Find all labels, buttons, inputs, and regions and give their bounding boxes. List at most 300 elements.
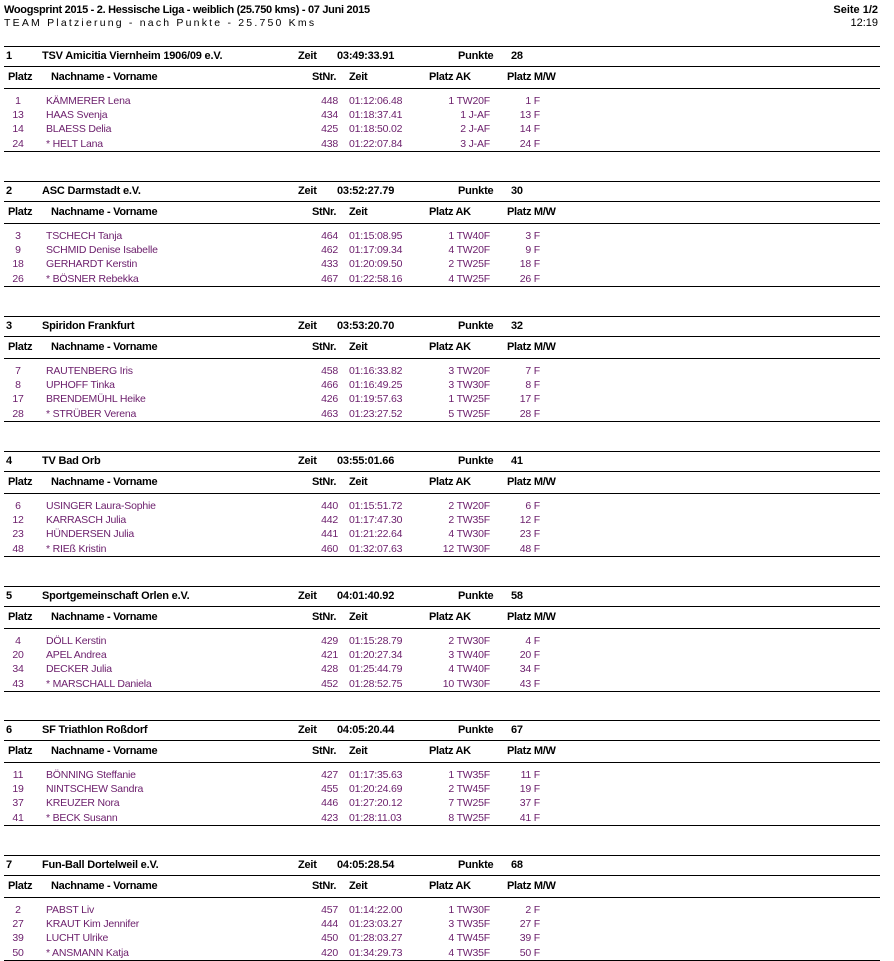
- runner-name: USINGER Laura-Sophie: [46, 500, 156, 512]
- runner-bib: 441: [321, 528, 338, 541]
- team-points-label: Punkte: [458, 724, 494, 736]
- team-rank: 2: [6, 185, 12, 197]
- col-header-name: Nachname - Vorname: [51, 341, 158, 353]
- table-row: [4, 782, 880, 796]
- col-header-platz-ak: Platz AK: [429, 476, 471, 488]
- col-header-platz-ak: Platz AK: [429, 880, 471, 892]
- team-points-label: Punkte: [458, 50, 494, 62]
- team-header: [4, 316, 880, 337]
- runner-time: 01:18:37.41: [349, 109, 403, 122]
- runner-place: 48: [12, 542, 24, 555]
- runner-place-mw: 4 F: [525, 635, 540, 647]
- runner-place: 28: [12, 407, 24, 420]
- runner-name: KARRASCH Julia: [46, 514, 127, 527]
- runner-place-ak: 2 TW45F: [448, 783, 490, 796]
- table-row: [4, 811, 880, 826]
- runner-time: 01:28:03.27: [349, 932, 403, 945]
- team-points-label: Punkte: [458, 185, 494, 197]
- runner-place-mw: 7 F: [525, 365, 540, 377]
- runner-place-mw: 11 F: [520, 769, 540, 781]
- table-row: [4, 796, 880, 810]
- team-time-label: Zeit: [298, 724, 317, 736]
- col-header-platz-mw: Platz M/W: [507, 880, 556, 892]
- runner-time: 01:22:07.84: [349, 137, 403, 150]
- page-number: Seite 1/2: [833, 4, 878, 16]
- runner-bib: 428: [321, 663, 338, 676]
- team-time: 04:05:28.54: [337, 859, 395, 871]
- runner-place-mw: 20 F: [519, 649, 540, 662]
- col-header-platz: Platz: [8, 206, 33, 218]
- col-header-stnr: StNr.: [312, 880, 337, 892]
- runner-place-mw: 27 F: [519, 918, 540, 931]
- runner-time: 01:17:47.30: [349, 514, 403, 527]
- team-points: 32: [511, 320, 523, 332]
- runner-place-ak: 3 TW30F: [448, 379, 490, 392]
- runner-name: * BÖSNER Rebekka: [46, 272, 139, 285]
- team-block: [4, 181, 880, 287]
- runner-place: 12: [12, 514, 24, 527]
- col-header-platz: Platz: [8, 611, 33, 623]
- runner-place-ak: 2 TW35F: [448, 514, 490, 527]
- col-header-platz-mw: Platz M/W: [507, 206, 556, 218]
- col-header-zeit: Zeit: [349, 611, 368, 623]
- col-header-stnr: StNr.: [312, 745, 337, 757]
- runner-bib: 446: [321, 797, 338, 810]
- runner-place-mw: 26 F: [519, 272, 540, 285]
- runner-list: [4, 359, 880, 422]
- column-header-row: [4, 607, 880, 629]
- runner-place-ak: 4 TW30F: [448, 528, 490, 541]
- col-header-platz-mw: Platz M/W: [507, 341, 556, 353]
- team-block: [4, 451, 880, 557]
- table-row: [4, 407, 880, 422]
- runner-name: * RIEß Kristin: [46, 542, 107, 555]
- runner-bib: 438: [321, 137, 338, 150]
- col-header-platz: Platz: [8, 476, 33, 488]
- table-row: [4, 378, 880, 392]
- runner-bib: 455: [321, 783, 338, 796]
- team-points: 58: [511, 590, 523, 602]
- runner-time: 01:16:33.82: [349, 365, 403, 377]
- table-row: [4, 903, 880, 917]
- team-time: 03:49:33.91: [337, 50, 395, 62]
- runner-bib: 467: [321, 272, 338, 285]
- runner-place-mw: 34 F: [519, 663, 540, 676]
- table-row: [4, 662, 880, 676]
- col-header-zeit: Zeit: [349, 71, 368, 83]
- team-name: TSV Amicitia Viernheim 1906/09 e.V.: [42, 50, 223, 62]
- runner-list: [4, 763, 880, 826]
- table-row: [4, 257, 880, 271]
- col-header-platz: Platz: [8, 71, 33, 83]
- team-rank: 6: [6, 724, 12, 736]
- runner-place-mw: 12 F: [519, 514, 540, 527]
- runner-bib: 463: [321, 407, 338, 420]
- runner-place-ak: 1 TW40F: [448, 230, 490, 242]
- runner-bib: 426: [321, 393, 338, 406]
- runner-name: PABST Liv: [46, 904, 94, 916]
- team-time: 04:05:20.44: [337, 724, 395, 736]
- runner-place: 4: [15, 635, 21, 647]
- runner-list: [4, 898, 880, 961]
- table-row: [4, 272, 880, 287]
- runner-time: 01:12:06.48: [349, 95, 403, 107]
- runner-time: 01:14:22.00: [349, 904, 403, 916]
- team-time-label: Zeit: [298, 320, 317, 332]
- runner-place: 24: [12, 137, 24, 150]
- runner-place: 18: [12, 258, 24, 271]
- runner-place-ak: 2 J-AF: [460, 123, 490, 136]
- team-time-label: Zeit: [298, 185, 317, 197]
- runner-name: HAAS Svenja: [46, 109, 108, 122]
- team-name: Sportgemeinschaft Orlen e.V.: [42, 590, 190, 602]
- runner-bib: 421: [321, 649, 338, 662]
- runner-place: 37: [12, 797, 24, 810]
- col-header-zeit: Zeit: [349, 880, 368, 892]
- runner-bib: 460: [321, 542, 338, 555]
- runner-place-ak: 4 TW20F: [448, 244, 490, 257]
- runner-place-ak: 3 TW35F: [448, 918, 490, 931]
- runner-place-mw: 6 F: [525, 500, 540, 512]
- team-time: 03:52:27.79: [337, 185, 395, 197]
- runner-place-ak: 4 TW25F: [448, 272, 490, 285]
- runner-time: 01:22:58.16: [349, 272, 403, 285]
- runner-time: 01:20:24.69: [349, 783, 403, 796]
- team-time: 03:55:01.66: [337, 455, 395, 467]
- runner-name: NINTSCHEW Sandra: [46, 783, 144, 796]
- runner-place-ak: 2 TW30F: [448, 635, 490, 647]
- runner-place: 13: [12, 109, 24, 122]
- runner-time: 01:27:20.12: [349, 797, 403, 810]
- runner-list: [4, 494, 880, 557]
- table-row: [4, 122, 880, 136]
- runner-place-mw: 19 F: [519, 783, 540, 796]
- runner-place-ak: 5 TW25F: [448, 407, 490, 420]
- team-time-label: Zeit: [298, 590, 317, 602]
- team-rank: 7: [6, 859, 12, 871]
- runner-time: 01:25:44.79: [349, 663, 403, 676]
- table-row: [4, 768, 880, 782]
- team-header: [4, 586, 880, 607]
- runner-time: 01:32:07.63: [349, 542, 403, 555]
- runner-place-mw: 50 F: [519, 946, 540, 959]
- runner-place: 17: [12, 393, 24, 406]
- team-name: Fun-Ball Dortelweil e.V.: [42, 859, 159, 871]
- team-points: 68: [511, 859, 523, 871]
- runner-place-mw: 28 F: [519, 407, 540, 420]
- runner-place: 34: [12, 663, 24, 676]
- team-time-label: Zeit: [298, 455, 317, 467]
- runner-place: 2: [15, 904, 21, 916]
- team-name: SF Triathlon Roßdorf: [42, 724, 148, 736]
- col-header-platz-ak: Platz AK: [429, 206, 471, 218]
- runner-name: * MARSCHALL Daniela: [46, 677, 152, 690]
- runner-place-mw: 24 F: [519, 137, 540, 150]
- col-header-stnr: StNr.: [312, 476, 337, 488]
- col-header-platz-ak: Platz AK: [429, 71, 471, 83]
- runner-place-ak: 3 TW40F: [448, 649, 490, 662]
- print-time: 12:19: [850, 17, 878, 29]
- runner-place: 14: [12, 123, 24, 136]
- runner-place-ak: 1 TW25F: [448, 393, 490, 406]
- runner-time: 01:17:35.63: [349, 769, 403, 781]
- team-name: Spiridon Frankfurt: [42, 320, 135, 332]
- runner-place: 23: [12, 528, 24, 541]
- runner-name: HÜNDERSEN Julia: [46, 528, 135, 541]
- runner-list: [4, 224, 880, 287]
- team-time: 03:53:20.70: [337, 320, 395, 332]
- team-header: [4, 720, 880, 741]
- runner-time: 01:19:57.63: [349, 393, 403, 406]
- table-row: [4, 392, 880, 406]
- runner-time: 01:17:09.34: [349, 244, 403, 257]
- runner-place-ak: 1 TW30F: [448, 904, 490, 916]
- runner-place-mw: 37 F: [519, 797, 540, 810]
- runner-place: 26: [12, 272, 24, 285]
- team-points-label: Punkte: [458, 320, 494, 332]
- col-header-stnr: StNr.: [312, 71, 337, 83]
- col-header-name: Nachname - Vorname: [51, 745, 158, 757]
- table-row: [4, 527, 880, 541]
- table-row: [4, 243, 880, 257]
- runner-place: 41: [12, 811, 24, 824]
- col-header-stnr: StNr.: [312, 611, 337, 623]
- runner-name: * HELT Lana: [46, 137, 103, 150]
- runner-name: BÖNNING Steffanie: [46, 769, 136, 781]
- team-header: [4, 451, 880, 472]
- col-header-platz-ak: Platz AK: [429, 745, 471, 757]
- runner-place: 3: [15, 230, 21, 242]
- team-rank: 5: [6, 590, 12, 602]
- col-header-name: Nachname - Vorname: [51, 476, 158, 488]
- event-title: Woogsprint 2015 - 2. Hessische Liga - weiblich (25.750 kms) - 07 Juni 2015: [4, 4, 370, 16]
- runner-name: * STRÜBER Verena: [46, 407, 137, 420]
- col-header-platz-mw: Platz M/W: [507, 71, 556, 83]
- runner-place-mw: 23 F: [519, 528, 540, 541]
- team-time: 04:01:40.92: [337, 590, 395, 602]
- runner-place-ak: 8 TW25F: [448, 811, 490, 824]
- runner-time: 01:16:49.25: [349, 379, 403, 392]
- runner-place: 1: [15, 95, 21, 107]
- col-header-platz: Platz: [8, 880, 33, 892]
- runner-name: APEL Andrea: [46, 649, 107, 662]
- col-header-platz: Platz: [8, 745, 33, 757]
- runner-place: 27: [12, 918, 24, 931]
- runner-time: 01:15:51.72: [349, 500, 403, 512]
- team-header: [4, 855, 880, 876]
- runner-place-mw: 43 F: [519, 677, 540, 690]
- team-block: [4, 720, 880, 826]
- runner-bib: 434: [321, 109, 338, 122]
- runner-bib: 457: [321, 904, 338, 916]
- runner-place: 6: [15, 500, 21, 512]
- runner-place-ak: 12 TW30F: [442, 542, 490, 555]
- column-header-row: [4, 337, 880, 359]
- col-header-name: Nachname - Vorname: [51, 611, 158, 623]
- runner-place: 43: [12, 677, 24, 690]
- runner-name: LUCHT Ulrike: [46, 932, 109, 945]
- runner-name: BLAESS Delia: [46, 123, 112, 136]
- runner-place: 19: [12, 783, 24, 796]
- col-header-zeit: Zeit: [349, 341, 368, 353]
- team-block: [4, 586, 880, 692]
- runner-name: * ANSMANN Katja: [46, 946, 129, 959]
- team-points-label: Punkte: [458, 859, 494, 871]
- team-points: 30: [511, 185, 523, 197]
- table-row: [4, 917, 880, 931]
- table-row: [4, 137, 880, 152]
- runner-bib: 442: [321, 514, 338, 527]
- page-info: [833, 4, 878, 30]
- col-header-stnr: StNr.: [312, 341, 337, 353]
- table-row: [4, 513, 880, 527]
- runner-time: 01:18:50.02: [349, 123, 403, 136]
- team-name: ASC Darmstadt e.V.: [42, 185, 141, 197]
- runner-name: TSCHECH Tanja: [46, 230, 122, 242]
- col-header-stnr: StNr.: [312, 206, 337, 218]
- runner-place-ak: 1 TW35F: [448, 769, 490, 781]
- runner-bib: 444: [321, 918, 338, 931]
- runner-list: [4, 89, 880, 152]
- table-row: [4, 931, 880, 945]
- table-row: [4, 648, 880, 662]
- runner-place-ak: 10 TW30F: [442, 677, 490, 690]
- runner-place-mw: 1 F: [525, 95, 540, 107]
- col-header-name: Nachname - Vorname: [51, 206, 158, 218]
- runner-bib: 452: [321, 677, 338, 690]
- runner-place-ak: 4 TW40F: [448, 663, 490, 676]
- runner-place-mw: 8 F: [525, 379, 540, 392]
- runner-place: 39: [12, 932, 24, 945]
- runner-name: KREUZER Nora: [46, 797, 120, 810]
- col-header-zeit: Zeit: [349, 476, 368, 488]
- runner-place-ak: 4 TW45F: [448, 932, 490, 945]
- table-row: [4, 364, 880, 378]
- runner-list: [4, 629, 880, 692]
- col-header-name: Nachname - Vorname: [51, 71, 158, 83]
- runner-place-mw: 14 F: [519, 123, 540, 136]
- col-header-platz: Platz: [8, 341, 33, 353]
- table-row: [4, 677, 880, 692]
- col-header-platz-mw: Platz M/W: [507, 745, 556, 757]
- table-row: [4, 542, 880, 557]
- team-points-label: Punkte: [458, 455, 494, 467]
- runner-place-mw: 2 F: [525, 904, 540, 916]
- team-points: 67: [511, 724, 523, 736]
- runner-place-mw: 41 F: [519, 811, 540, 824]
- col-header-platz-mw: Platz M/W: [507, 476, 556, 488]
- runner-time: 01:34:29.73: [349, 946, 403, 959]
- runner-bib: 466: [321, 379, 338, 392]
- runner-name: KRAUT Kim Jennifer: [46, 918, 140, 931]
- runner-time: 01:21:22.64: [349, 528, 403, 541]
- table-row: [4, 946, 880, 961]
- runner-bib: 464: [321, 230, 338, 242]
- runner-name: GERHARDT Kerstin: [46, 258, 138, 271]
- runner-place: 8: [15, 379, 21, 392]
- team-points: 41: [511, 455, 523, 467]
- team-rank: 4: [6, 455, 12, 467]
- table-row: [4, 229, 880, 243]
- runner-place-mw: 3 F: [525, 230, 540, 242]
- runner-place-ak: 2 TW20F: [448, 500, 490, 512]
- runner-name: UPHOFF Tinka: [46, 379, 115, 392]
- column-header-row: [4, 202, 880, 224]
- runner-place-mw: 48 F: [519, 542, 540, 555]
- team-time-label: Zeit: [298, 859, 317, 871]
- runner-bib: 423: [321, 811, 338, 824]
- runner-time: 01:20:27.34: [349, 649, 403, 662]
- team-rank: 3: [6, 320, 12, 332]
- runner-bib: 440: [321, 500, 338, 512]
- runner-place-ak: 1 J-AF: [460, 109, 490, 122]
- team-header: [4, 46, 880, 67]
- col-header-platz-ak: Platz AK: [429, 611, 471, 623]
- runner-place-mw: 39 F: [519, 932, 540, 945]
- runner-place-mw: 9 F: [525, 244, 540, 257]
- team-points: 28: [511, 50, 523, 62]
- col-header-zeit: Zeit: [349, 745, 368, 757]
- runner-place: 7: [15, 365, 21, 377]
- runner-place-ak: 3 J-AF: [460, 137, 490, 150]
- runner-bib: 450: [321, 932, 338, 945]
- table-row: [4, 499, 880, 513]
- runner-place-mw: 17 F: [519, 393, 540, 406]
- col-header-platz-ak: Platz AK: [429, 341, 471, 353]
- col-header-zeit: Zeit: [349, 206, 368, 218]
- report-subtitle: TEAM Platzierung - nach Punkte - 25.750 Kms: [4, 17, 317, 29]
- runner-place-ak: 7 TW25F: [448, 797, 490, 810]
- team-points-label: Punkte: [458, 590, 494, 602]
- runner-bib: 427: [321, 769, 338, 781]
- runner-place-mw: 18 F: [519, 258, 540, 271]
- runner-name: BRENDEMÜHL Heike: [46, 393, 146, 406]
- runner-bib: 433: [321, 258, 338, 271]
- runner-time: 01:23:03.27: [349, 918, 403, 931]
- runner-time: 01:23:27.52: [349, 407, 403, 420]
- runner-place: 11: [12, 769, 24, 781]
- table-row: [4, 94, 880, 108]
- runner-place: 20: [12, 649, 24, 662]
- team-block: [4, 855, 880, 961]
- runner-name: DECKER Julia: [46, 663, 112, 676]
- col-header-platz-mw: Platz M/W: [507, 611, 556, 623]
- team-header: [4, 181, 880, 202]
- column-header-row: [4, 741, 880, 763]
- runner-name: SCHMID Denise Isabelle: [46, 244, 158, 257]
- column-header-row: [4, 876, 880, 898]
- team-name: TV Bad Orb: [42, 455, 101, 467]
- team-block: [4, 316, 880, 422]
- runner-name: DÖLL Kerstin: [46, 635, 107, 647]
- runner-bib: 448: [321, 95, 338, 107]
- runner-place-mw: 13 F: [519, 109, 540, 122]
- table-row: [4, 108, 880, 122]
- runner-time: 01:28:11.03: [349, 811, 402, 824]
- runner-place-ak: 2 TW25F: [448, 258, 490, 271]
- col-header-name: Nachname - Vorname: [51, 880, 158, 892]
- runner-name: KÄMMERER Lena: [46, 95, 131, 107]
- runner-name: RAUTENBERG Iris: [46, 365, 133, 377]
- runner-name: * BECK Susann: [46, 811, 118, 824]
- runner-place-ak: 1 TW20F: [448, 95, 490, 107]
- runner-time: 01:28:52.75: [349, 677, 403, 690]
- page-header: [4, 4, 370, 30]
- runner-time: 01:15:28.79: [349, 635, 403, 647]
- table-row: [4, 634, 880, 648]
- runner-bib: 425: [321, 123, 338, 136]
- team-time-label: Zeit: [298, 50, 317, 62]
